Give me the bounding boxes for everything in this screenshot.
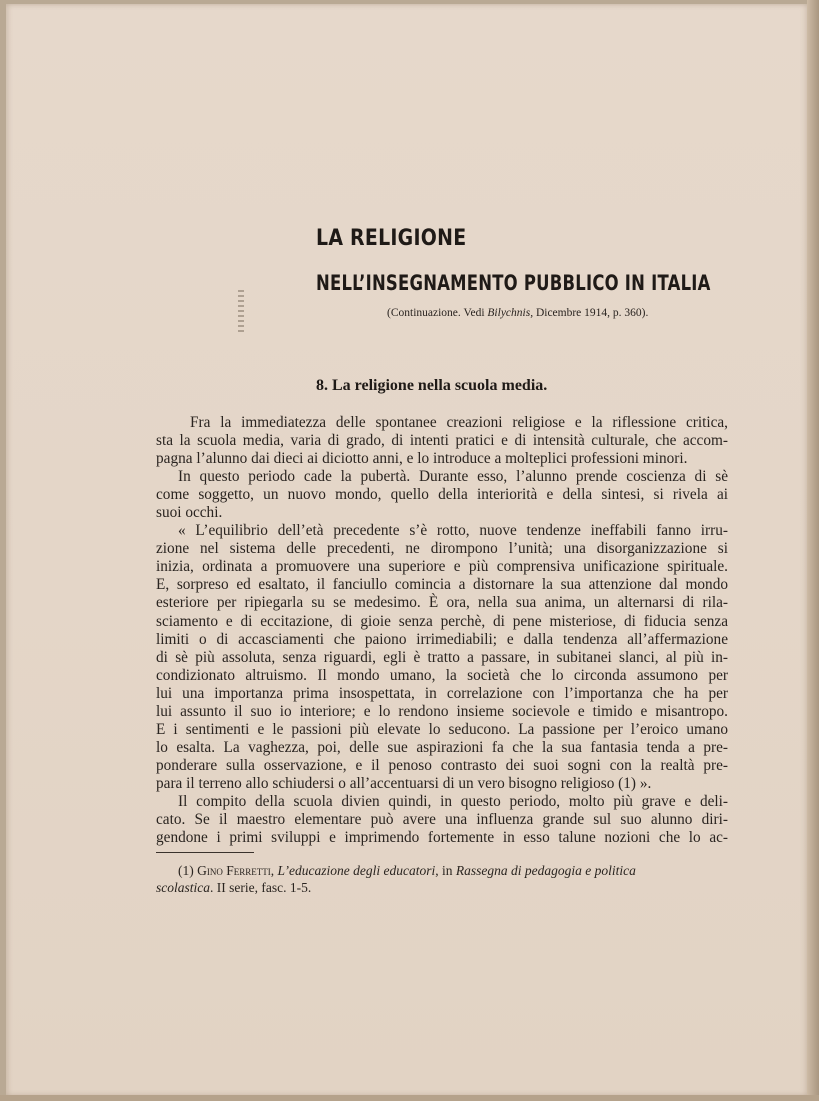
footnote-line: [156, 879, 728, 896]
body-line: suoi occhi.: [156, 504, 223, 522]
body-line: di sè più assoluta, senza riguardi, egli è tratto a passare, in subitanei slanci, al più in-: [156, 648, 728, 666]
body-line: esteriore per ripiegarla su se medesimo. È ora, nella sua anima, un alternarsi di rila-: [156, 594, 728, 612]
continuation-note-prefix: (Continuazione. Vedi: [387, 307, 488, 319]
body-line: para il terreno allo schiudersi o all’accentuarsi di un vero bisogno religioso (1) ».: [156, 774, 652, 792]
footnote-work-title: L’educazione degli educatori: [277, 863, 436, 878]
section-heading: 8. La religione nella scuola media.: [316, 377, 548, 394]
footnote-separator: ,: [270, 863, 278, 878]
body-line: inizia, ordinata a promuovere una superiore e più comprensiva unificazione spirituale.: [156, 558, 728, 576]
body-line: condizionato altruismo. Il mondo umano, la società che lo circonda assumono per: [156, 666, 728, 684]
body-line: zione nel sistema delle precedenti, ne dirompono l’unità; una disorganizzazione si: [156, 540, 728, 558]
body-line: sciamento e di eccitazione, di gioie senza perchè, di pene misteriose, di fiducia senza: [156, 612, 728, 630]
continuation-note: [387, 307, 648, 319]
body-line: gendone i primi sviluppi e imprimendo fortemente in esso talune nozioni che lo ac-: [156, 829, 728, 847]
body-line: Fra la immediatezza delle spontanee creazioni religiose e la riflessione critica,: [190, 414, 728, 431]
footnote-line: [156, 862, 728, 879]
body-line: lui assunto il suo io interiore; e lo rendono insieme socievole e timido e misantropo.: [156, 702, 728, 720]
footnote-tail: . II serie, fasc. 1-5.: [210, 880, 312, 895]
article-title-line-2: NELL’INSEGNAMENTO PUBBLICO IN ITALIA: [316, 271, 711, 295]
footnote-in: , in: [435, 863, 456, 878]
body-text: [156, 414, 728, 847]
footnote: [156, 862, 728, 896]
continuation-note-suffix: Dicembre 1914, p. 360).: [533, 307, 649, 319]
footnote-journal-cont: scolastica: [156, 880, 210, 895]
body-line: Il compito della scuola divien quindi, in questo periodo, molto più grave e deli-: [178, 792, 728, 810]
body-line: « L’equilibrio dell’età precedente s’è rotto, nuove tendenze ineffabili fanno irru-: [178, 522, 728, 540]
body-line: pagna l’alunno dai dieci ai diciotto anni, e lo introduce a molteplici professioni minori.: [156, 450, 688, 468]
footnote-author: Gino Ferretti: [197, 863, 271, 878]
body-line: E, sorpreso ed esaltato, il fanciullo comincia a distornare la sua attenzione dal mondo: [156, 576, 728, 594]
continuation-note-journal: Bilychnis,: [487, 307, 534, 319]
footnote-marker: (1): [178, 863, 198, 878]
page-bottom-edge: [0, 1095, 819, 1101]
book-page: [6, 4, 809, 1096]
body-line: come soggetto, un nuovo mondo, quello della interiorità e della sintesi, si rivela ai: [156, 486, 728, 504]
margin-mark: [238, 290, 244, 332]
body-line: ponderare sulla osservazione, e il penoso contrasto dei suoi sogni con la realtà pre-: [156, 756, 728, 774]
footnote-journal: Rassegna di pedagogia e politica: [455, 863, 636, 878]
body-line: limiti o di accasciamenti che paiono irrimediabili; e dalla tendenza all’affermazione: [156, 630, 728, 648]
body-line: lo esalta. La vaghezza, poi, delle sue aspirazioni fa che la sua fantasia tenda a pre-: [156, 738, 728, 756]
body-line: E i sentimenti e le passioni più elevate lo seducono. La passione per l’eroico umano: [156, 720, 728, 738]
footnote-divider: [156, 852, 254, 853]
body-line: In questo periodo cade la pubertà. Durante esso, l’alunno prende coscienza di sè: [178, 468, 728, 486]
page-edge: [807, 0, 819, 1101]
body-line: lui una importanza prima insospettata, in correlazione con l’importanza che ha per: [156, 684, 728, 702]
body-line: cato. Se il maestro elementare può avere una influenza grande sul suo alunno diri-: [156, 811, 728, 829]
body-line: sta la scuola media, varia di grado, di intenti pratici e di intensità culturale, che accom-: [156, 432, 728, 450]
article-title: LA RELIGIONE: [316, 226, 467, 251]
